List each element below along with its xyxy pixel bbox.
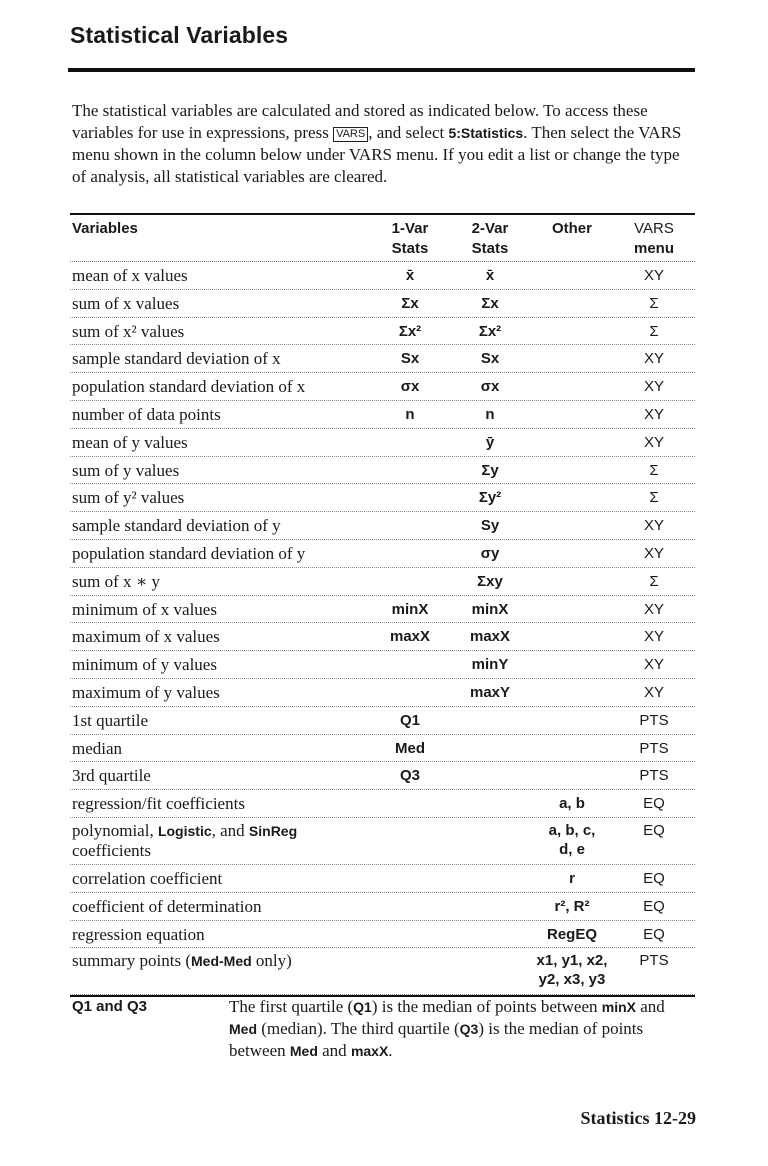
cell-vars-menu: XY bbox=[643, 628, 664, 646]
table-row bbox=[70, 865, 695, 893]
intro-text-3: . Then select the VARS menu shown in the column below under VARS menu. If you edit a list or change the type of analysis, all statistical variables are cleared. bbox=[72, 123, 682, 186]
cell-1var: x̄ bbox=[405, 267, 415, 284]
cell-variable: correlation coefficient bbox=[72, 868, 223, 888]
table-row bbox=[70, 623, 695, 651]
cell-variable: maximum of y values bbox=[72, 682, 220, 702]
cell-vars-menu: XY bbox=[643, 600, 664, 618]
note-text: The first quartile (Q1) is the median of points between minX and Med (median). The third quartile (Q3) is the median of points between Med and maxX. bbox=[229, 997, 665, 1060]
table-row bbox=[70, 540, 695, 568]
cell-2var: Σy bbox=[481, 461, 499, 479]
cell-2var: Sy bbox=[480, 517, 500, 535]
cell-vars-menu: Σ bbox=[649, 572, 659, 590]
cell-2var: σx bbox=[480, 378, 500, 396]
cell-2var: x̄ bbox=[485, 267, 495, 284]
table-row bbox=[70, 262, 695, 290]
table-row bbox=[70, 679, 695, 707]
statistical-variables-table bbox=[70, 213, 695, 997]
cell-variable: sum of x² values bbox=[72, 321, 185, 341]
cell-vars-menu: XY bbox=[643, 656, 664, 674]
table-row bbox=[70, 921, 695, 949]
cell-variable: minimum of x values bbox=[72, 599, 217, 619]
cell-other: a, b bbox=[559, 795, 585, 813]
table-row bbox=[70, 512, 695, 540]
cell-vars-menu: Σ bbox=[649, 322, 659, 340]
cell-1var: maxX bbox=[389, 628, 431, 646]
cell-vars-menu: XY bbox=[643, 267, 664, 284]
cell-vars-menu: XY bbox=[643, 544, 664, 562]
cell-1var: n bbox=[405, 405, 415, 423]
table-row bbox=[70, 373, 695, 401]
cell-1var: Σx bbox=[401, 294, 419, 312]
cell-variable: 1st quartile bbox=[72, 710, 149, 730]
cell-variable: regression equation bbox=[72, 924, 205, 944]
header-variables: Variables bbox=[72, 220, 138, 237]
cell-variable: population standard deviation of y bbox=[72, 543, 306, 563]
cell-variable: sum of y values bbox=[72, 460, 180, 480]
intro-text-2: , and select bbox=[368, 123, 449, 142]
cell-variable: mean of x values bbox=[72, 266, 188, 285]
cell-2var: maxY bbox=[469, 683, 511, 701]
table-row bbox=[70, 568, 695, 596]
cell-vars-menu: PTS bbox=[639, 767, 669, 785]
cell-vars-menu: EQ bbox=[643, 821, 665, 839]
cell-1var: σx bbox=[400, 378, 420, 396]
cell-2var: n bbox=[485, 405, 495, 423]
cell-other: r bbox=[569, 869, 575, 887]
cell-variable: median bbox=[72, 738, 123, 758]
table-body bbox=[70, 262, 695, 995]
table-row bbox=[70, 735, 695, 763]
table-row bbox=[70, 290, 695, 318]
cell-variable: sum of x ∗ y bbox=[72, 571, 161, 591]
cell-vars-menu: XY bbox=[643, 517, 664, 535]
table-row bbox=[70, 818, 695, 865]
cell-vars-menu: XY bbox=[643, 350, 664, 368]
cell-2var: Σx² bbox=[478, 322, 502, 340]
intro-menu-item: 5:Statistics bbox=[448, 125, 524, 141]
cell-vars-menu: Σ bbox=[649, 461, 659, 479]
cell-vars-menu: PTS bbox=[639, 952, 669, 970]
cell-variable: number of data points bbox=[72, 404, 221, 424]
cell-variable: regression/fit coefficients bbox=[72, 794, 245, 814]
cell-vars-menu: XY bbox=[643, 683, 664, 701]
cell-variable: coefficient of determination bbox=[72, 896, 262, 916]
cell-2var: Σx bbox=[481, 294, 499, 312]
cell-2var: σy bbox=[480, 544, 500, 562]
table-row bbox=[70, 762, 695, 790]
cell-variable: maximum of x values bbox=[72, 627, 220, 647]
cell-vars-menu: XY bbox=[643, 405, 664, 423]
cell-vars-menu: XY bbox=[643, 433, 664, 451]
table-row bbox=[70, 345, 695, 373]
page-title: Statistical Variables bbox=[70, 22, 289, 48]
cell-variable: mean of y values bbox=[72, 432, 188, 452]
cell-vars-menu: EQ bbox=[643, 795, 665, 813]
cell-2var: minX bbox=[471, 600, 509, 618]
header-other: Other bbox=[551, 220, 592, 237]
cell-variable: sum of x values bbox=[72, 293, 180, 313]
table-row bbox=[70, 893, 695, 921]
cell-variable: population standard deviation of x bbox=[72, 377, 306, 397]
cell-vars-menu: XY bbox=[643, 378, 664, 396]
cell-vars-menu: Σ bbox=[649, 489, 659, 507]
table-row bbox=[70, 429, 695, 457]
cell-1var: Med bbox=[395, 739, 425, 757]
page-footer: Statistics 12-29 bbox=[580, 1108, 696, 1128]
cell-other: RegEQ bbox=[546, 925, 597, 943]
vars-key: VARS bbox=[333, 127, 368, 142]
table-row bbox=[70, 707, 695, 735]
cell-variable: 3rd quartile bbox=[72, 766, 151, 786]
title-rule bbox=[68, 68, 695, 72]
table-row bbox=[70, 790, 695, 818]
cell-vars-menu: Σ bbox=[649, 294, 659, 312]
cell-vars-menu: EQ bbox=[643, 897, 665, 915]
note-term: Q1 and Q3 bbox=[72, 998, 148, 1015]
cell-1var: Σx² bbox=[398, 322, 422, 340]
header-2var: 2-Var Stats bbox=[471, 220, 509, 257]
intro-text-1: The statistical variables are calculated and stored as indicated below. To access these variables for use in expressions, press bbox=[72, 101, 648, 142]
cell-2var: Σy² bbox=[478, 489, 502, 507]
cell-other: a, b, c, d, e bbox=[548, 821, 596, 858]
table-row bbox=[70, 318, 695, 346]
table-row bbox=[70, 651, 695, 679]
cell-2var: minY bbox=[471, 656, 509, 674]
table-header bbox=[70, 215, 695, 262]
table-row bbox=[70, 948, 695, 995]
cell-variable: sample standard deviation of y bbox=[72, 516, 281, 536]
cell-1var: Q3 bbox=[399, 767, 420, 785]
cell-1var: Q1 bbox=[399, 711, 420, 729]
cell-variable: sum of y² values bbox=[72, 488, 185, 508]
cell-other: x1, y1, x2, y2, x3, y3 bbox=[536, 952, 608, 989]
cell-2var: maxX bbox=[469, 628, 511, 646]
cell-other: r², R² bbox=[554, 897, 590, 915]
cell-variable: sample standard deviation of x bbox=[72, 349, 281, 369]
cell-variable: minimum of y values bbox=[72, 655, 217, 675]
cell-2var: ȳ bbox=[485, 433, 495, 451]
cell-variable: polynomial, Logistic, and SinReg coefficients bbox=[72, 820, 298, 860]
table-row bbox=[70, 457, 695, 485]
cell-2var: Sx bbox=[480, 350, 500, 368]
intro-paragraph bbox=[72, 100, 692, 188]
table-row bbox=[70, 596, 695, 624]
cell-variable: summary points (Med-Med only) bbox=[72, 951, 292, 971]
cell-vars-menu: EQ bbox=[643, 925, 665, 943]
header-vars-menu: VARS menu bbox=[633, 220, 674, 257]
table-row bbox=[70, 484, 695, 512]
cell-vars-menu: EQ bbox=[643, 869, 665, 887]
cell-vars-menu: PTS bbox=[639, 739, 669, 757]
table-row bbox=[70, 401, 695, 429]
cell-2var: Σxy bbox=[477, 572, 503, 590]
cell-1var: minX bbox=[391, 600, 429, 618]
header-1var: 1-Var Stats bbox=[391, 220, 429, 257]
cell-1var: Sx bbox=[400, 350, 420, 368]
cell-vars-menu: PTS bbox=[639, 711, 669, 729]
